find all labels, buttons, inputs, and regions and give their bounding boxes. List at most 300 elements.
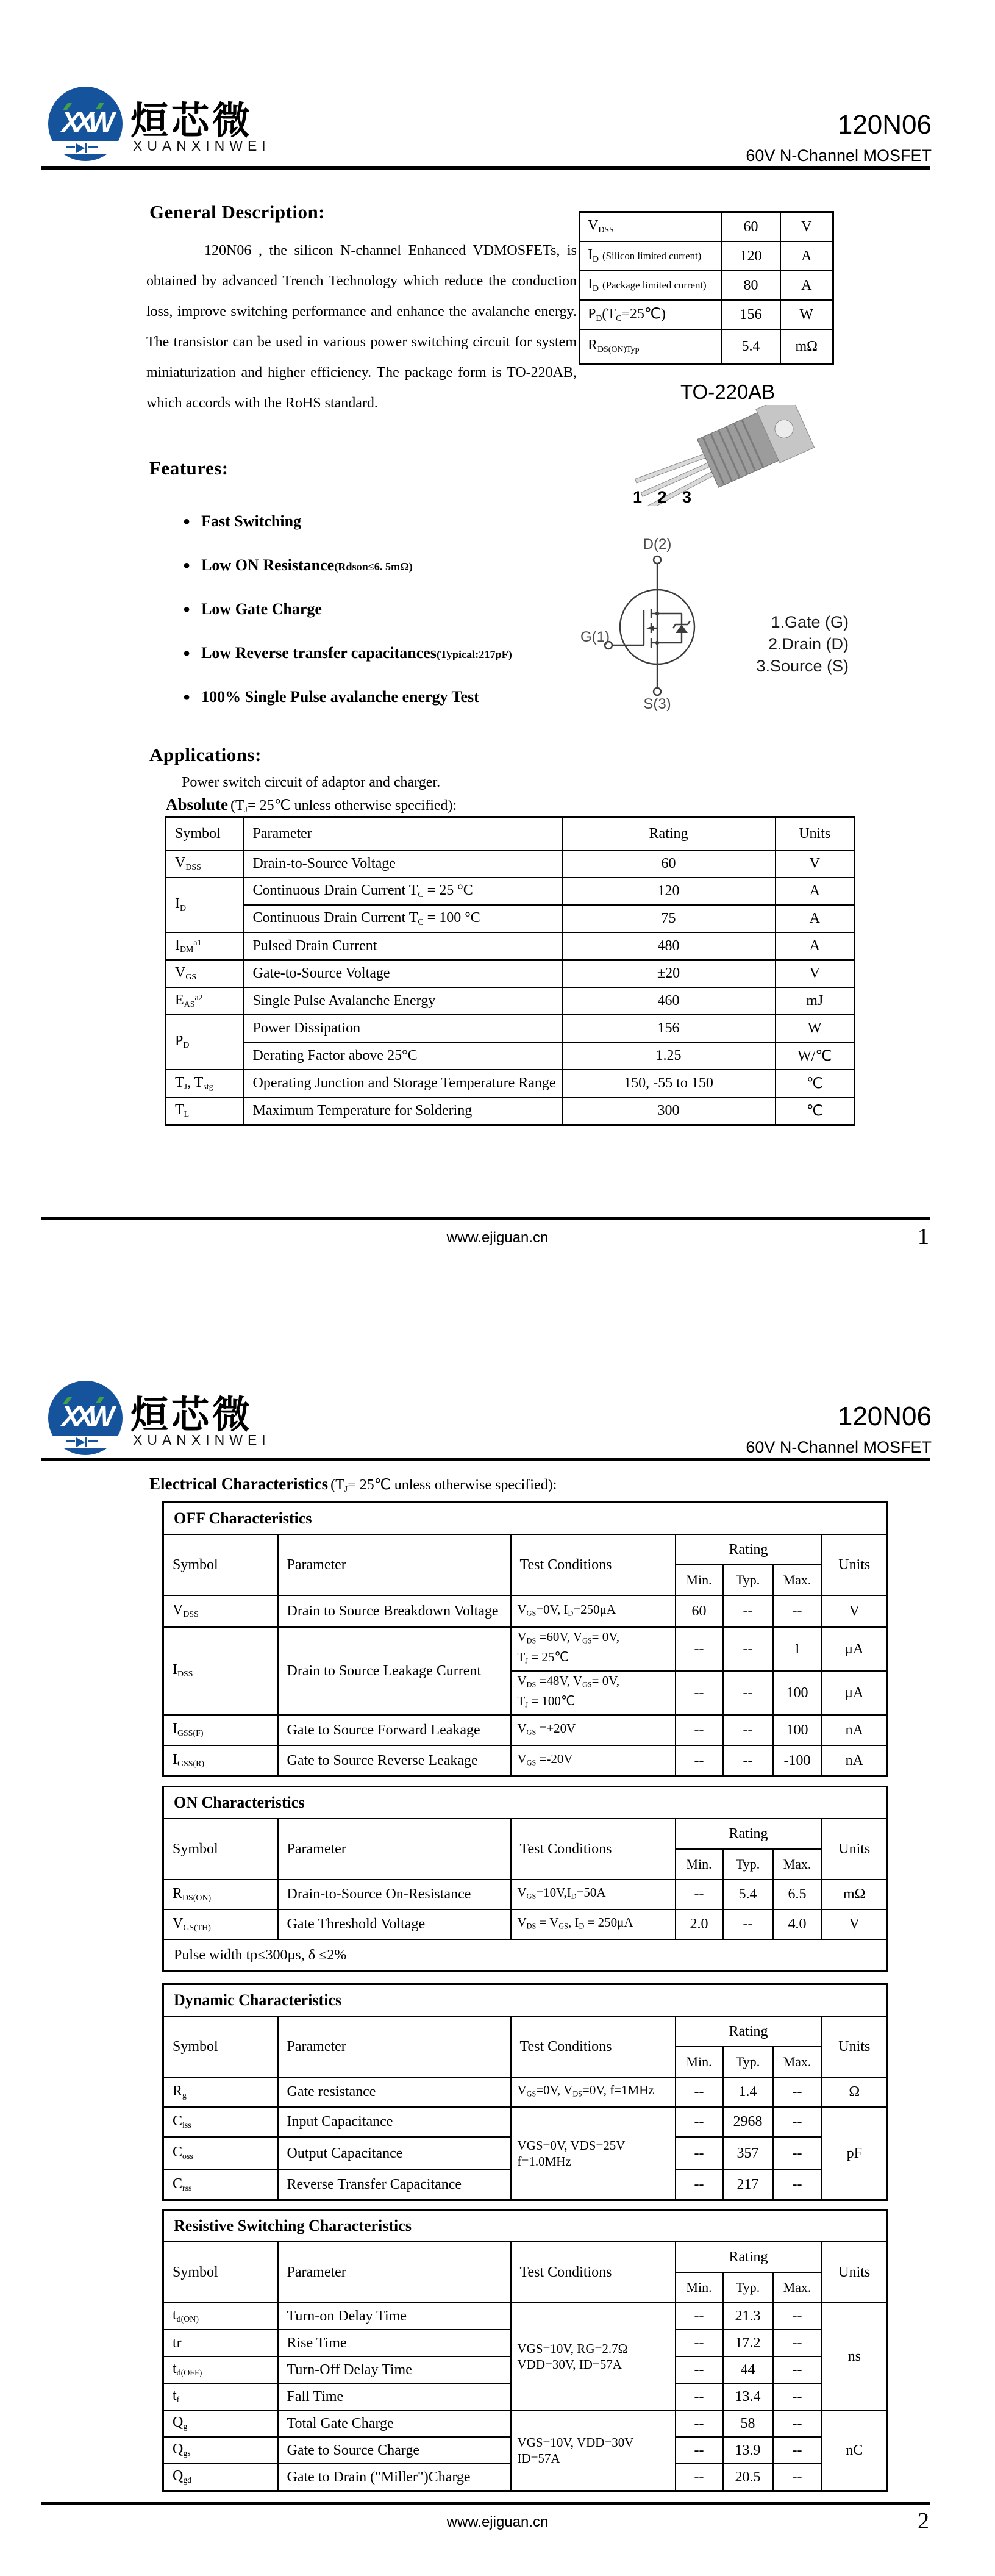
max-cell: --	[773, 2077, 822, 2107]
rating-cell: 156	[562, 1015, 776, 1042]
col-parameter: Parameter	[278, 1534, 511, 1595]
table-row	[580, 271, 833, 300]
table-row	[163, 1627, 888, 1671]
col-symbol: Symbol	[163, 1534, 278, 1595]
condition-cell: $V_{GS} =-20V$	[511, 1745, 676, 1776]
bullet-icon: ●	[183, 559, 191, 572]
symbol-cell: $C_{oss}$	[163, 2137, 278, 2170]
col-test-conditions: Test Conditions	[511, 1534, 676, 1595]
col-rating: Rating	[676, 2242, 822, 2272]
value-cell: 60	[722, 212, 780, 242]
col-max: Max.	[773, 1565, 822, 1595]
parameter-cell: Single Pulse Avalanche Energy	[244, 987, 562, 1015]
symbol-cell: $V_{GS}$	[166, 960, 244, 987]
col-symbol: Symbol	[163, 2016, 278, 2077]
absolute-ratings-heading	[166, 795, 457, 815]
section-heading-general-description: General Description:	[149, 201, 326, 223]
symbol-cell: $t_{d(ON)}$	[163, 2303, 278, 2330]
col-rating: Rating	[676, 1819, 822, 1849]
unit-cell: nC	[822, 2410, 888, 2491]
quick-spec-table	[579, 211, 834, 365]
min-cell: --	[676, 2464, 723, 2491]
min-cell: 60	[676, 1595, 723, 1627]
col-symbol: Symbol	[166, 817, 244, 851]
table-row	[580, 212, 833, 242]
table-header-row	[163, 2242, 888, 2272]
table-row	[163, 2077, 888, 2107]
part-header	[746, 110, 932, 165]
rating-cell: ±20	[562, 960, 776, 987]
feature-item: ● Low ON Resistance(Rdson≤6. 5mΩ)	[183, 556, 413, 574]
unit-cell: ℃	[776, 1097, 855, 1125]
typ-cell: 58	[723, 2410, 773, 2437]
unit-cell: mΩ	[780, 329, 833, 364]
brand-english: XUANXINWEI	[133, 138, 271, 154]
max-cell: 6.5	[773, 1880, 822, 1909]
section-title-cell: OFF Characteristics	[163, 1503, 888, 1535]
part-subtitle: 60V N-Channel MOSFET	[746, 146, 932, 165]
max-cell: --	[773, 2383, 822, 2410]
symbol-cell: $Q_{gs}$	[163, 2437, 278, 2464]
col-test-conditions: Test Conditions	[511, 1819, 676, 1880]
max-cell: 1	[773, 1627, 822, 1671]
bullet-icon: ●	[183, 515, 191, 528]
logo	[46, 85, 125, 165]
parameter-cell: $R_{DS(ON)Typ}$	[580, 329, 722, 364]
value-cell: 156	[722, 300, 780, 329]
condition-cell: $V_{GS}=0V$, $I_D=250\mu A$	[511, 1595, 676, 1627]
parameter-cell: Maximum Temperature for Soldering	[244, 1097, 562, 1125]
logo-icon	[46, 1379, 125, 1459]
min-cell: --	[676, 2077, 723, 2107]
col-parameter: Parameter	[278, 2242, 511, 2303]
applications-text: Power switch circuit of adaptor and charger.	[182, 775, 441, 790]
absolute-heading-rest: ($T_J=$ 25℃ unless otherwise specified):	[230, 798, 457, 815]
typ-cell: 1.4	[723, 2077, 773, 2107]
table-row	[166, 878, 855, 905]
table-title-row	[163, 1984, 888, 2017]
unit-cell: V	[776, 850, 855, 878]
unit-cell: V	[780, 212, 833, 242]
table-row	[166, 987, 855, 1015]
brand-chinese: 烜芯微	[130, 100, 254, 142]
unit-cell: nA	[822, 1745, 888, 1776]
condition-cell: VGS=10V, VDD=30V ID=57A	[511, 2410, 676, 2491]
rating-cell: 120	[562, 878, 776, 905]
parameter-cell: Turn-Off Delay Time	[278, 2356, 511, 2383]
col-units: Units	[822, 1534, 888, 1595]
parameter-cell: Rise Time	[278, 2330, 511, 2356]
min-cell: --	[676, 2303, 723, 2330]
parameter-cell: Drain to Source Leakage Current	[278, 1627, 511, 1715]
symbol-cell: $R_g$	[163, 2077, 278, 2107]
symbol-cell: $Q_{gd}$	[163, 2464, 278, 2491]
col-max: Max.	[773, 1849, 822, 1880]
min-cell: --	[676, 2137, 723, 2170]
unit-cell: W/℃	[776, 1042, 855, 1070]
page-number: 1	[918, 1224, 929, 1250]
col-symbol: Symbol	[163, 1819, 278, 1880]
min-cell: --	[676, 2330, 723, 2356]
parameter-cell: $I_D$ (Silicon limited current)	[580, 242, 722, 271]
min-cell: --	[676, 2410, 723, 2437]
col-units: Units	[822, 1819, 888, 1880]
col-units: Units	[822, 2016, 888, 2077]
max-cell: --	[773, 2464, 822, 2491]
min-cell: --	[676, 1745, 723, 1776]
symbol-cell: $V_{DSS}$	[163, 1595, 278, 1627]
table-title-row	[163, 1503, 888, 1535]
table-row	[163, 2410, 888, 2437]
table-header-row	[166, 817, 855, 851]
parameter-cell: Total Gate Charge	[278, 2410, 511, 2437]
typ-cell: --	[723, 1627, 773, 1671]
col-typ: Typ.	[723, 2047, 773, 2077]
table-row	[163, 1939, 888, 1972]
unit-cell: V	[822, 1909, 888, 1939]
parameter-cell: Operating Junction and Storage Temperature Range	[244, 1070, 562, 1097]
col-rating: Rating	[562, 817, 776, 851]
col-parameter: Parameter	[278, 1819, 511, 1880]
header-rule	[41, 166, 930, 170]
unit-cell: A	[776, 932, 855, 960]
general-description-text: 120N06 , the silicon N-channel Enhanced VDMOSFETs, is obtained by advanced Trench Technology which reduce the conduction loss, improve switching performance and enhance the avalanche energy. The transistor can be used in various power switching circuit for system miniaturization and higher efficiency. The package form is TO-220AB, which accords with the RoHS standard.	[146, 243, 577, 411]
typ-cell: 20.5	[723, 2464, 773, 2491]
col-units: Units	[776, 817, 855, 851]
col-typ: Typ.	[723, 2272, 773, 2303]
table-row	[163, 1880, 888, 1909]
table-header-row	[163, 1819, 888, 1849]
table-row	[163, 1745, 888, 1776]
unit-cell: A	[776, 878, 855, 905]
col-parameter: Parameter	[244, 817, 562, 851]
section-heading-applications: Applications:	[149, 744, 262, 765]
table-row	[163, 2107, 888, 2137]
unit-cell: Ω	[822, 2077, 888, 2107]
typ-cell: 357	[723, 2137, 773, 2170]
feature-item: ● Low Reverse transfer capacitances(Typical:217pF)	[183, 644, 512, 662]
max-cell: --	[773, 2437, 822, 2464]
condition-cell: $V_{DS} = V_{GS}$, $I_D = 250\mu A$	[511, 1909, 676, 1939]
table-row	[580, 300, 833, 329]
parameter-cell: Continuous Drain Current $T_C = 100$ °C	[244, 905, 562, 932]
parameter-cell: Output Capacitance	[278, 2137, 511, 2170]
bullet-icon: ●	[183, 646, 191, 660]
max-cell: -100	[773, 1745, 822, 1776]
symbol-cell: $C_{iss}$	[163, 2107, 278, 2137]
symbol-cell: $I_{DSS}$	[163, 1627, 278, 1715]
parameter-cell: Power Dissipation	[244, 1015, 562, 1042]
feature-item: ● 100% Single Pulse avalanche energy Test	[183, 688, 479, 706]
page-number: 2	[918, 2508, 929, 2534]
typ-cell: --	[723, 1671, 773, 1715]
parameter-cell: Drain-to-Source Voltage	[244, 850, 562, 878]
feature-item: ● Low Gate Charge	[183, 600, 322, 618]
parameter-cell: Drain to Source Breakdown Voltage	[278, 1595, 511, 1627]
section-title-cell: ON Characteristics	[163, 1787, 888, 1819]
table-row	[166, 850, 855, 878]
typ-cell: 217	[723, 2170, 773, 2200]
rating-cell: 60	[562, 850, 776, 878]
min-cell: --	[676, 2170, 723, 2200]
max-cell: --	[773, 2170, 822, 2200]
typ-cell: --	[723, 1715, 773, 1745]
bullet-icon: ●	[183, 690, 191, 704]
min-cell: --	[676, 2383, 723, 2410]
rating-cell: 300	[562, 1097, 776, 1125]
unit-cell: μA	[822, 1671, 888, 1715]
symbol-cell: $Q_g$	[163, 2410, 278, 2437]
col-min: Min.	[676, 1565, 723, 1595]
max-cell: --	[773, 2303, 822, 2330]
drain-label: D(2)	[643, 536, 672, 553]
max-cell: --	[773, 2356, 822, 2383]
col-max: Max.	[773, 2272, 822, 2303]
table-row	[166, 1097, 855, 1125]
note-cell: Pulse width tp≤300μs, δ ≤2%	[163, 1939, 888, 1972]
typ-cell: --	[723, 1745, 773, 1776]
table-row	[166, 1015, 855, 1042]
source-label: S(3)	[643, 696, 671, 711]
part-number: 120N06	[837, 110, 932, 140]
table-title-row	[163, 1787, 888, 1819]
max-cell: --	[773, 2330, 822, 2356]
col-parameter: Parameter	[278, 2016, 511, 2077]
pin-function-list	[696, 611, 849, 677]
brand-english: XUANXINWEI	[133, 1432, 271, 1448]
unit-cell: V	[776, 960, 855, 987]
parameter-cell: Fall Time	[278, 2383, 511, 2410]
table-row	[166, 960, 855, 987]
rating-cell: 150, -55 to 150	[562, 1070, 776, 1097]
min-cell: --	[676, 1627, 723, 1671]
parameter-cell: Reverse Transfer Capacitance	[278, 2170, 511, 2200]
part-subtitle: 60V N-Channel MOSFET	[746, 1438, 932, 1456]
absolute-ratings-table	[165, 816, 855, 1126]
table-row	[163, 1595, 888, 1627]
unit-cell: A	[780, 271, 833, 300]
parameter-cell: Turn-on Delay Time	[278, 2303, 511, 2330]
electrical-characteristics-heading	[149, 1475, 557, 1495]
parameter-cell: Gate-to-Source Voltage	[244, 960, 562, 987]
col-symbol: Symbol	[163, 2242, 278, 2303]
symbol-cell: $t_{d(OFF)}$	[163, 2356, 278, 2383]
unit-cell: μA	[822, 1627, 888, 1671]
typ-cell: 17.2	[723, 2330, 773, 2356]
section-heading-features: Features:	[149, 457, 229, 479]
condition-cell: $V_{DS} =48V$, $V_{GS}= 0V$, $T_J$ = 100℃	[511, 1671, 676, 1715]
parameter-cell: Gate resistance	[278, 2077, 511, 2107]
symbol-cell: $I_D$	[166, 878, 244, 932]
on-characteristics-table	[162, 1786, 888, 1972]
gate-label: G(1)	[580, 629, 610, 645]
col-test-conditions: Test Conditions	[511, 2242, 676, 2303]
col-min: Min.	[676, 2272, 723, 2303]
footer-url: www.ejiguan.cn	[446, 2514, 549, 2530]
table-header-row	[163, 1534, 888, 1565]
condition-cell: $V_{GS}=0V$, $V_{DS}=0V$, f=1MHz	[511, 2077, 676, 2107]
unit-cell: nA	[822, 1715, 888, 1745]
rating-cell: 480	[562, 932, 776, 960]
table-row	[163, 2303, 888, 2330]
table-row	[163, 1715, 888, 1745]
parameter-cell: Gate to Source Forward Leakage	[278, 1715, 511, 1745]
off-characteristics-table	[162, 1501, 888, 1777]
table-row	[166, 1042, 855, 1070]
pin-function-item: 3.Source (S)	[756, 657, 849, 675]
col-max: Max.	[773, 2047, 822, 2077]
symbol-cell: $I_{GSS(R)}$	[163, 1745, 278, 1776]
min-cell: --	[676, 2107, 723, 2137]
parameter-cell: $I_D$ (Package limited current)	[580, 271, 722, 300]
typ-cell: 21.3	[723, 2303, 773, 2330]
elec-heading-bold: Electrical Characteristics	[149, 1475, 329, 1493]
elec-heading-rest: ($T_J=$ 25℃ unless otherwise specified):	[330, 1477, 557, 1495]
section-title-cell: Resistive Switching Characteristics	[163, 2210, 888, 2242]
symbol-cell: $t_f$	[163, 2383, 278, 2410]
parameter-cell: Gate Threshold Voltage	[278, 1909, 511, 1939]
parameter-cell: $V_{DSS}$	[580, 212, 722, 242]
parameter-cell: Derating Factor above 25°C	[244, 1042, 562, 1070]
min-cell: 2.0	[676, 1909, 723, 1939]
package-pin-numbers: 1 2 3	[633, 488, 697, 506]
symbol-cell: $I_{DM}^{a1}$	[166, 932, 244, 960]
condition-cell: VGS=0V, VDS=25V f=1.0MHz	[511, 2107, 676, 2200]
typ-cell: --	[723, 1909, 773, 1939]
condition-cell: VGS=10V, RG=2.7Ω VDD=30V, ID=57A	[511, 2303, 676, 2410]
parameter-cell: Gate to Drain ("Miller")Charge	[278, 2464, 511, 2491]
value-cell: 5.4	[722, 329, 780, 364]
symbol-cell: $C_{rss}$	[163, 2170, 278, 2200]
pin-function-item: 2.Drain (D)	[768, 635, 849, 653]
max-cell: 4.0	[773, 1909, 822, 1939]
col-typ: Typ.	[723, 1849, 773, 1880]
feature-item: ● Fast Switching	[183, 512, 302, 530]
logo-letters: XXW	[62, 106, 109, 138]
rating-cell: 1.25	[562, 1042, 776, 1070]
typ-cell: --	[723, 1595, 773, 1627]
unit-cell: ns	[822, 2303, 888, 2410]
pin-function-item: 1.Gate (G)	[771, 613, 849, 631]
symbol-cell: $P_D$	[166, 1015, 244, 1070]
parameter-cell: Gate to Source Charge	[278, 2437, 511, 2464]
symbol-cell: $V_{DSS}$	[166, 850, 244, 878]
unit-cell: A	[780, 242, 833, 271]
parameter-cell: Pulsed Drain Current	[244, 932, 562, 960]
header-rule	[41, 1458, 930, 1461]
col-test-conditions: Test Conditions	[511, 2016, 676, 2077]
condition-cell: $V_{DS} =60V$, $V_{GS}= 0V$, $T_J$ = 25℃	[511, 1627, 676, 1671]
min-cell: --	[676, 1671, 723, 1715]
table-row	[166, 1070, 855, 1097]
part-number: 120N06	[837, 1401, 932, 1431]
unit-cell: A	[776, 905, 855, 932]
footer-url: www.ejiguan.cn	[446, 1229, 549, 1246]
parameter-cell: Continuous Drain Current $T_C = 25$ °C	[244, 878, 562, 905]
max-cell: --	[773, 2107, 822, 2137]
value-cell: 120	[722, 242, 780, 271]
typ-cell: 5.4	[723, 1880, 773, 1909]
typ-cell: 44	[723, 2356, 773, 2383]
table-row	[163, 1909, 888, 1939]
package-name: TO-220AB	[680, 381, 776, 403]
section-title-cell: Dynamic Characteristics	[163, 1984, 888, 2017]
rating-cell: 460	[562, 987, 776, 1015]
symbol-cell: $R_{DS(ON)}$	[163, 1880, 278, 1909]
min-cell: --	[676, 1715, 723, 1745]
table-row	[580, 242, 833, 271]
parameter-cell: Gate to Source Reverse Leakage	[278, 1745, 511, 1776]
unit-cell: pF	[822, 2107, 888, 2200]
unit-cell: ℃	[776, 1070, 855, 1097]
max-cell: 100	[773, 1671, 822, 1715]
value-cell: 80	[722, 271, 780, 300]
symbol-cell: $T_L$	[166, 1097, 244, 1125]
col-min: Min.	[676, 1849, 723, 1880]
max-cell: --	[773, 1595, 822, 1627]
dynamic-characteristics-table	[162, 1983, 888, 2201]
min-cell: --	[676, 1880, 723, 1909]
condition-cell: $V_{GS} =+20V$	[511, 1715, 676, 1745]
table-row	[166, 905, 855, 932]
logo	[46, 1379, 125, 1459]
part-header	[746, 1401, 932, 1457]
table-row	[166, 932, 855, 960]
parameter-cell: Input Capacitance	[278, 2107, 511, 2137]
col-min: Min.	[676, 2047, 723, 2077]
unit-cell: mΩ	[822, 1880, 888, 1909]
footer-rule	[41, 2502, 930, 2505]
logo-letters: XXW	[62, 1400, 109, 1432]
col-units: Units	[822, 2242, 888, 2303]
condition-cell: $V_{GS}=10V,I_D=50A$	[511, 1880, 676, 1909]
parameter-cell: $P_D(T_C=25℃)$	[580, 300, 722, 329]
typ-cell: 2968	[723, 2107, 773, 2137]
symbol-cell: $V_{GS(TH)}$	[163, 1909, 278, 1939]
table-row	[580, 329, 833, 364]
symbol-cell: $T_J$, $T_{stg}$	[166, 1070, 244, 1097]
min-cell: --	[676, 2356, 723, 2383]
brand-chinese: 烜芯微	[130, 1394, 254, 1436]
logo-icon	[46, 85, 125, 165]
rating-cell: 75	[562, 905, 776, 932]
footer-rule	[41, 1217, 930, 1220]
min-cell: --	[676, 2437, 723, 2464]
typ-cell: 13.4	[723, 2383, 773, 2410]
unit-cell: W	[780, 300, 833, 329]
typ-cell: 13.9	[723, 2437, 773, 2464]
max-cell: 100	[773, 1715, 822, 1745]
bullet-icon: ●	[183, 603, 191, 616]
symbol-cell: tr	[163, 2330, 278, 2356]
table-header-row	[163, 2016, 888, 2047]
unit-cell: W	[776, 1015, 855, 1042]
parameter-cell: Drain-to-Source On-Resistance	[278, 1880, 511, 1909]
features-list	[183, 512, 512, 732]
resistive-switching-table	[162, 2209, 888, 2492]
col-rating: Rating	[676, 2016, 822, 2047]
unit-cell: mJ	[776, 987, 855, 1015]
symbol-cell: $E_{AS}^{a2}$	[166, 987, 244, 1015]
symbol-cell: $I_{GSS(F)}$	[163, 1715, 278, 1745]
table-title-row	[163, 2210, 888, 2242]
max-cell: --	[773, 2137, 822, 2170]
absolute-heading-bold: Absolute	[166, 795, 229, 814]
max-cell: --	[773, 2410, 822, 2437]
unit-cell: V	[822, 1595, 888, 1627]
col-rating: Rating	[676, 1534, 822, 1565]
col-typ: Typ.	[723, 1565, 773, 1595]
